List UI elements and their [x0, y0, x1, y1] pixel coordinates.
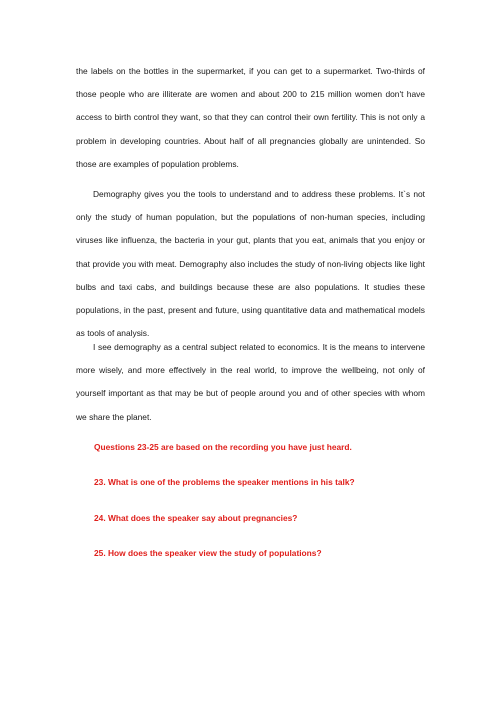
paragraph-population-problems: the labels on the bottles in the supermarket, if you can get to a supermarket. Two-thirds of those people who are illiterate are women and about 200 to 215 million women don't have access to birth control they want, so that they can control their own fertility. This is not only a problem in developing countries. About half of all pregnancies globally are unintended. So those are examples of population problems.: [76, 66, 425, 169]
questions-intro: Questions 23-25 are based on the recording you have just heard.: [94, 442, 352, 452]
paragraph-demography-tools: Demography gives you the tools to understand and to address these problems. It`s not only the study of human population, but the populations of non-human species, including viruses like influenza, the bacteria in your gut, plants that you eat, animals that you enjoy or that provide you with meat. Demography also includes the study of non-living objects like light bulbs and taxi cabs, and buildings because these are also populations. It studies these populations, in the past, present and future, using quantitative data and mathematical models as tools of analysis.: [76, 189, 425, 339]
paragraph-demography-economics: I see demography as a central subject related to economics. It is the means to intervene more wisely, and more effectively in the real world, to improve the wellbeing, not only of yourself important as that may be but of people around you and of other species with whom we share the planet.: [76, 342, 425, 422]
question-24: 24. What does the speaker say about pregnancies?: [94, 513, 298, 523]
question-25: 25. How does the speaker view the study of populations?: [94, 548, 322, 558]
question-23: 23. What is one of the problems the speaker mentions in his talk?: [94, 477, 355, 487]
